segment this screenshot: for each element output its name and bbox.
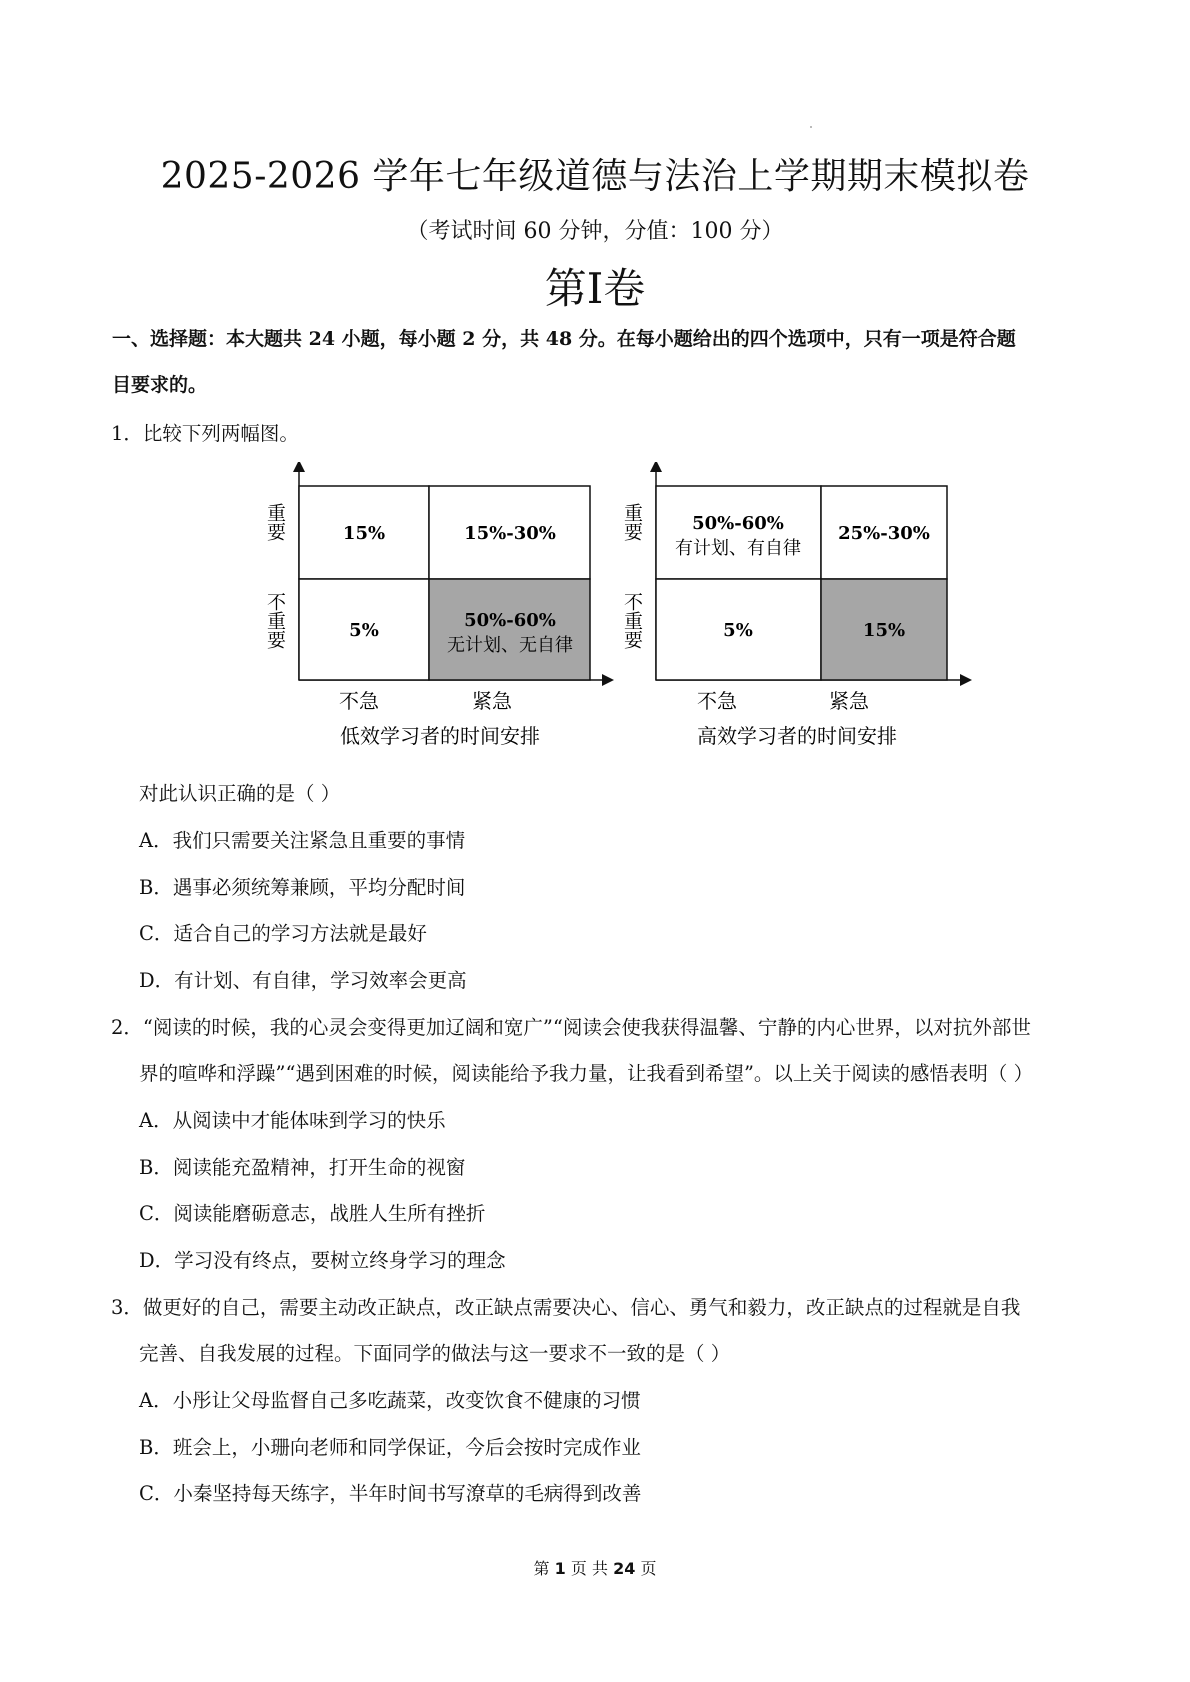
question-1-prompt: 对此认识正确的是（ ） [139, 782, 341, 805]
exam-title: 2025-2026 学年七年级道德与法治上学期期末模拟卷 [160, 156, 1030, 197]
high-efficiency-chart [621, 466, 966, 748]
question-2-stem-line1: 2．“阅读的时候，我的心灵会变得更加辽阔和宽广”“阅读会使我获得温馨、宁静的内心世界，以对抗外部世 [111, 1016, 1031, 1039]
left-value-bottom-left: 5% [349, 620, 379, 641]
right-chart-caption: 高效学习者的时间安排 [697, 724, 897, 748]
question-3-stem-line2: 完善、自我发展的过程。下面同学的做法与这一要求不一致的是（ ） [139, 1342, 731, 1365]
low-efficiency-chart [264, 466, 608, 748]
right-value-top-right: 25%-30% [838, 523, 930, 544]
right-x-label-urgent: 紧急 [829, 689, 869, 713]
exam-subtitle: （考试时间 60 分钟，分值：100 分） [406, 219, 784, 244]
left-x-label-not-urgent: 不急 [339, 689, 379, 713]
question-2-option-b: B．阅读能充盈精神，打开生命的视窗 [139, 1156, 466, 1179]
footer-prefix: 第 [533, 1559, 550, 1578]
right-note-top-left: 有计划、有自律 [675, 538, 801, 559]
right-y-label-important: 重要 [621, 503, 643, 541]
volume-heading: 第I卷 [544, 264, 646, 313]
scan-speck [810, 126, 812, 128]
left-x-label-urgent: 紧急 [472, 689, 512, 713]
footer-total-pages: 24 [613, 1559, 636, 1578]
question-2-option-d: D．学习没有终点，要树立终身学习的理念 [139, 1249, 506, 1272]
question-2-option-c: C．阅读能磨砺意志，战胜人生所有挫折 [139, 1202, 486, 1225]
question-2-stem-line2: 界的喧哗和浮躁”“遇到困难的时候，阅读能给予我力量，让我看到希望”。以上关于阅读的感悟表明（ ） [139, 1062, 1034, 1085]
footer-middle: 页 共 [570, 1559, 608, 1578]
question-1-option-c: C．适合自己的学习方法就是最好 [139, 922, 427, 945]
left-value-bottom-right: 50%-60% [464, 610, 556, 631]
question-1-option-b: B．遇事必须统筹兼顾，平均分配时间 [139, 876, 466, 899]
footer-suffix: 页 [640, 1559, 657, 1578]
question-3-stem-line1: 3．做更好的自己，需要主动改正缺点，改正缺点需要决心、信心、勇气和毅力，改正缺点的过程就是自我 [111, 1296, 1021, 1319]
question-1-option-a: A．我们只需要关注紧急且重要的事情 [139, 829, 466, 852]
right-value-top-left: 50%-60% [692, 513, 784, 534]
left-y-label-important: 重要 [264, 503, 286, 541]
question-1-stem: 1．比较下列两幅图。 [111, 422, 299, 445]
right-y-label-unimportant: 不重要 [621, 592, 643, 649]
question-3-option-c: C．小秦坚持每天练字，半年时间书写潦草的毛病得到改善 [139, 1482, 642, 1505]
left-note-bottom-right: 无计划、无自律 [447, 635, 573, 656]
left-chart-caption: 低效学习者的时间安排 [340, 724, 540, 748]
left-y-label-unimportant: 不重要 [264, 592, 286, 649]
page-footer [0, 1556, 1190, 1579]
right-value-bottom-left: 5% [723, 620, 753, 641]
right-x-label-not-urgent: 不急 [697, 689, 737, 713]
section-instructions-line1: 一、选择题：本大题共 24 小题，每小题 2 分，共 48 分。在每小题给出的四个选项中，只有一项是符合题 [112, 328, 1016, 350]
question-3-option-b: B．班会上，小珊向老师和同学保证，今后会按时完成作业 [139, 1436, 641, 1459]
time-management-figure [240, 462, 980, 752]
left-value-top-right: 15%-30% [464, 523, 556, 544]
right-value-bottom-right: 15% [862, 620, 906, 641]
question-1-option-d: D．有计划、有自律，学习效率会更高 [139, 969, 467, 992]
question-2-option-a: A．从阅读中才能体味到学习的快乐 [139, 1109, 446, 1132]
footer-page-number: 1 [554, 1559, 566, 1578]
question-3-option-a: A．小彤让父母监督自己多吃蔬菜，改变饮食不健康的习惯 [139, 1389, 641, 1412]
section-instructions-line2: 目要求的。 [112, 374, 208, 396]
left-value-top-left: 15% [342, 523, 386, 544]
